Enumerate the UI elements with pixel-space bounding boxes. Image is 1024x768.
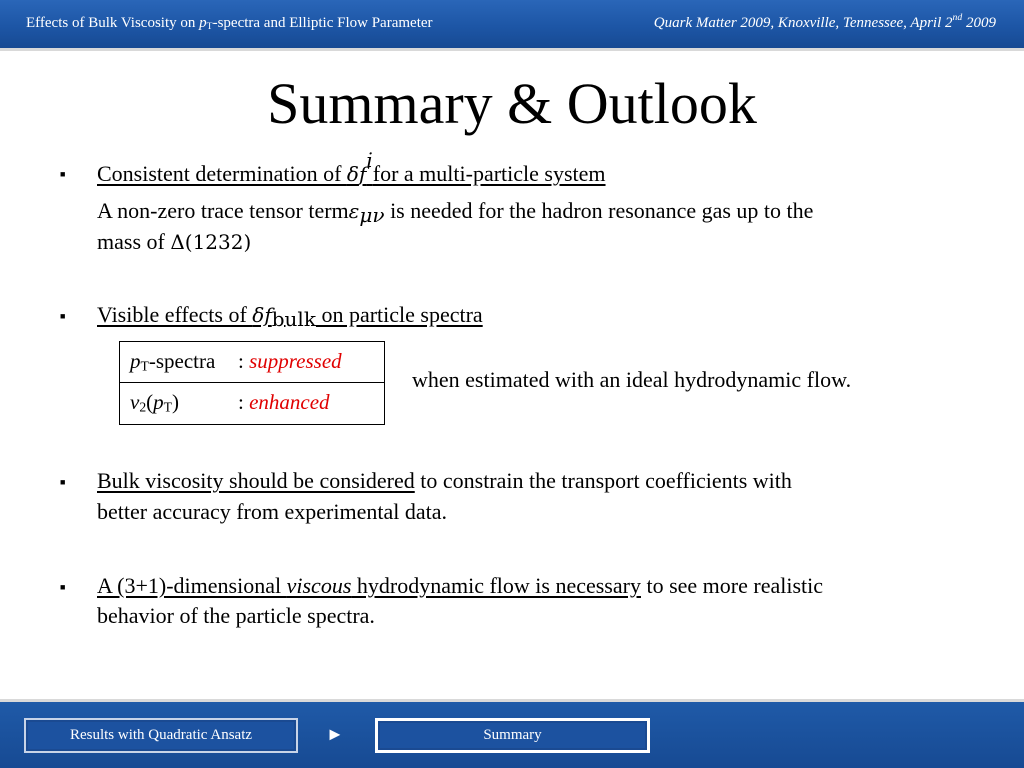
bullet-1-subline-2: mass of Δ(1232) bbox=[97, 229, 252, 254]
prev-section-button[interactable]: Results with Quadratic Ansatz bbox=[24, 718, 298, 753]
conference-info: Quark Matter 2009, Knoxville, Tennessee, April 2nd 2009 bbox=[653, 12, 996, 31]
bullet-square-icon: ■ bbox=[60, 582, 66, 592]
table-cell-label: $v_2(p_T)$ bbox=[130, 390, 179, 415]
bullet-square-icon: ■ bbox=[60, 477, 66, 487]
table-cell-value: : suppressed bbox=[238, 349, 342, 373]
header-divider bbox=[0, 48, 1024, 51]
table-cell-label: $p_T$-spectra bbox=[130, 349, 216, 374]
bullet-square-icon: ■ bbox=[60, 169, 66, 179]
bullet-3-line-2: better accuracy from experimental data. bbox=[97, 499, 447, 524]
bullet-3-line-1: Bulk viscosity should be considered to constrain the transport coefficients with bbox=[97, 468, 792, 493]
presentation-title: Effects of Bulk Viscosity on $p_T$-spectra and Elliptic Flow Parameter bbox=[26, 15, 433, 32]
table-row bbox=[120, 383, 384, 424]
effects-table bbox=[119, 341, 385, 425]
slide-title: Summary & Outlook bbox=[267, 71, 757, 136]
play-arrow-icon: ► bbox=[326, 724, 344, 744]
table-row bbox=[120, 342, 384, 383]
table-cell-value: : enhanced bbox=[238, 390, 330, 414]
bullet-4-line-2: behavior of the particle spectra. bbox=[97, 603, 375, 628]
bullet-1-text: Consistent determination of $\delta f^ifor$ a multi-particle system bbox=[97, 148, 606, 186]
bullet-1-subline-1: A non-zero trace tensor termε$_{\mu\nu}$ is needed for the hadron resonance gas up to the bbox=[97, 198, 814, 227]
bullet-4-line-1: A (3+1)-dimensional viscous hydrodynamic flow is necessary to see more realistic bbox=[97, 573, 824, 598]
bullet-2-text: Visible effects of $\delta f_{bulk}$ on particle spectra bbox=[97, 302, 483, 331]
current-section-button[interactable]: Summary bbox=[375, 718, 650, 753]
bullet-square-icon: ■ bbox=[60, 311, 66, 321]
table-note: when estimated with an ideal hydrodynamic flow. bbox=[412, 367, 852, 392]
slide-header bbox=[0, 0, 1024, 48]
